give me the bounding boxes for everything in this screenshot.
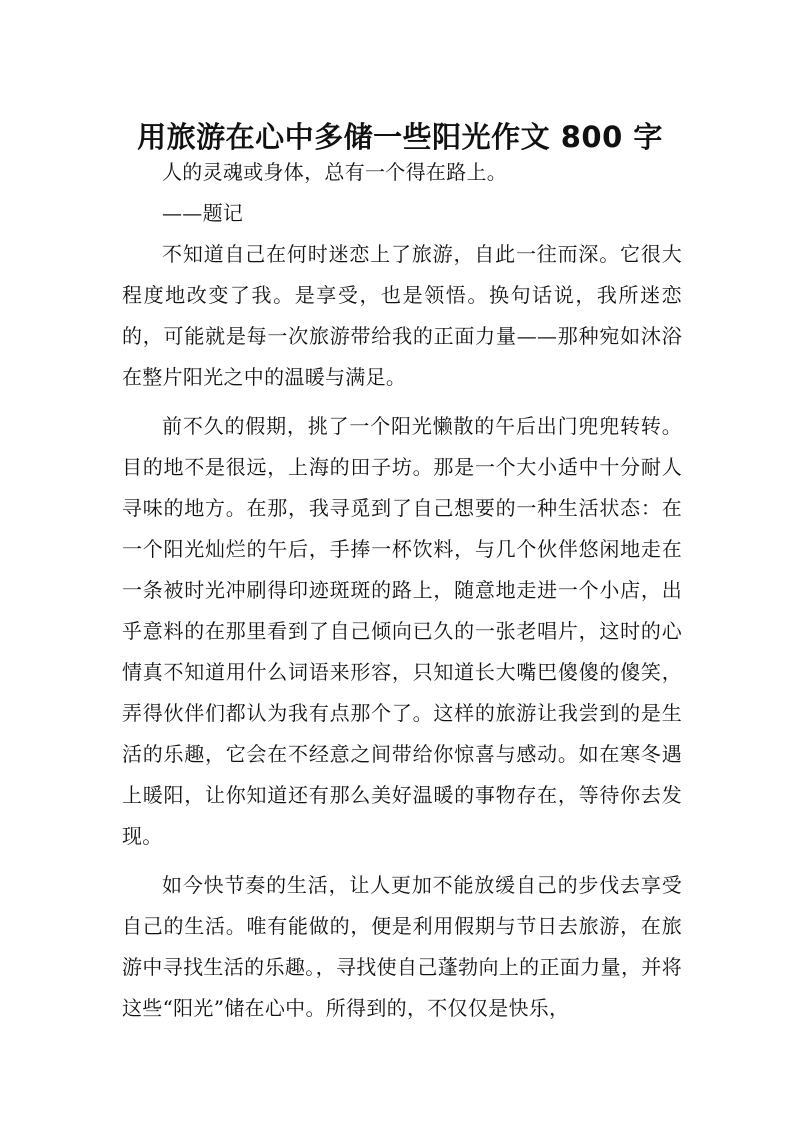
paragraph-2: 前不久的假期，挑了一个阳光懒散的午后出门兜兜转转。目的地不是很远，上海的田子坊。那是一个大小适中十分耐人寻味的地方。在那，我寻觅到了自己想要的一种生活状态：在一个阳光灿烂的午后，手捧一杯饮料，与几个伙伴悠闲地走在一条被时光冲刷得印迹斑斑的路上，随意地走进一个小店，出乎意料的在那里看到了自己倾向已久的一张老唱片，这时的心情真不知道用什么词语来形容，只知道长大嘴巴傻傻的傻笑，弄得伙伴们都认为我有点那个了。这样的旅游让我尝到的是生活的乐趣，它会在不经意之间带给你惊喜与感动。如在寒冬遇上暖阳，让你知道还有那么美好温暖的事物存在，等待你去发现。 xyxy=(122,414,682,848)
epigraph-attribution: ——题记 xyxy=(162,201,244,225)
paragraph-3: 如今快节奏的生活，让人更加不能放缓自己的步伐去享受自己的生活。唯有能做的，便是利用假期与节日去旅游，在旅游中寻找生活的乐趣。，寻找使自己蓬勃向上的正面力量，并将这些“阳光”储在心中。所得到的，不仅仅是快乐， xyxy=(122,873,682,1020)
epigraph-line: 人的灵魂或身体，总有一个得在路上。 xyxy=(162,160,508,184)
essay-body xyxy=(122,152,682,1029)
page-title: 用旅游在心中多储一些阳光作文 800 字 xyxy=(137,120,663,155)
paragraph-1: 不知道自己在何时迷恋上了旅游，自此一往而深。它很大程度地改变了我。是享受，也是领悟。换句话说，我所迷恋的，可能就是每一次旅游带给我的正面力量——那种宛如沐浴在整片阳光之中的温暖与满足。 xyxy=(122,242,682,389)
